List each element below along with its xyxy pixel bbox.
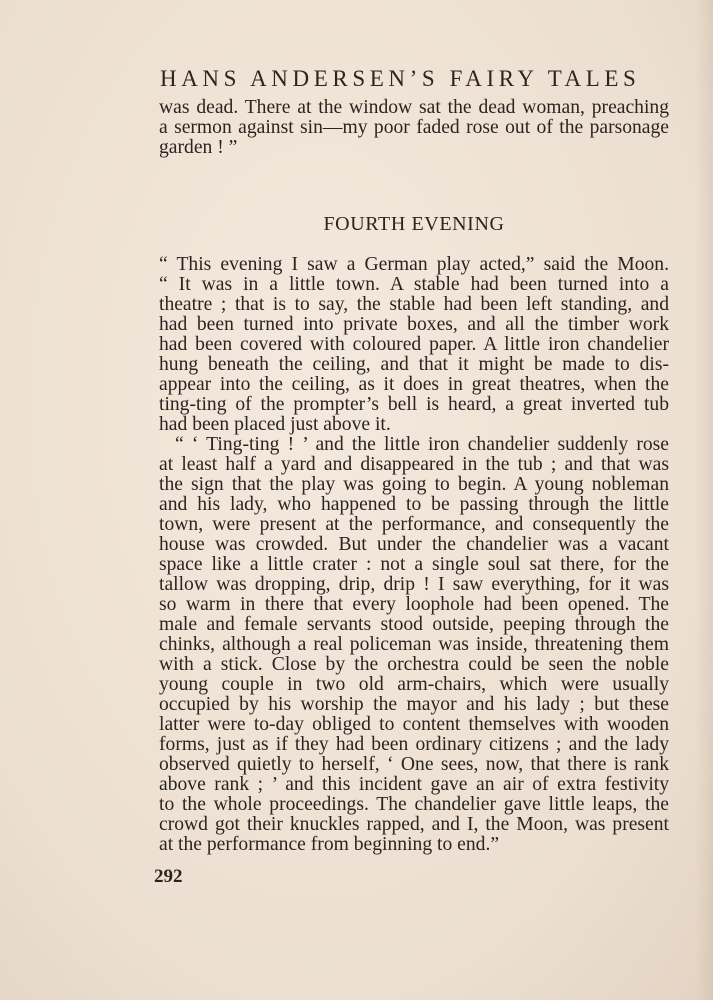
text-line: garden ! ”: [159, 137, 238, 158]
section-heading: FOURTH EVENING: [323, 213, 505, 235]
text-line: young couple in two old arm-chairs, which were usually: [159, 674, 669, 695]
text-line: the sign that the play was going to begin. A young nobleman: [159, 474, 669, 495]
text-line: space like a little crater : not a single soul sat there, for the: [159, 554, 669, 575]
text-line: house was crowded. But under the chandelier was a vacant: [159, 534, 669, 555]
text-line: occupied by his worship the mayor and his lady ; but these: [159, 694, 669, 715]
text-line: above rank ; ’ and this incident gave an air of extra festivity: [159, 774, 669, 795]
text-line: had been turned into private boxes, and all the timber work: [159, 314, 669, 335]
paragraph-1: [159, 255, 669, 435]
text-line: with a stick. Close by the orchestra could be seen the noble: [159, 654, 669, 675]
text-line: at the performance from beginning to end.”: [159, 834, 500, 855]
text-line: crowd got their knuckles rapped, and I, the Moon, was present: [159, 814, 669, 835]
page-edge-shadow: [695, 0, 713, 1000]
text-line: ting-ting of the prompter’s bell is heard, a great inverted tub: [159, 394, 669, 415]
text-line: observed quietly to herself, ‘ One sees, now, that there is rank: [159, 754, 669, 775]
text-line: had been placed just above it.: [159, 414, 391, 435]
text-line: tallow was dropping, drip, drip ! I saw everything, for it was: [159, 574, 669, 595]
text-line: appear into the ceiling, as it does in great theatres, when the: [159, 374, 669, 395]
running-head: HANS ANDERSEN’S FAIRY TALES: [160, 66, 641, 91]
paragraph-2: [159, 435, 669, 855]
text-line: male and female servants stood outside, peeping through the: [159, 614, 669, 635]
text-line: hung beneath the ceiling, and that it might be made to dis-: [159, 354, 669, 375]
text-line: theatre ; that is to say, the stable had been left standing, and: [159, 294, 669, 315]
text-line: to the whole proceedings. The chandelier gave little leaps, the: [159, 794, 669, 815]
text-line: “ ‘ Ting-ting ! ’ and the little iron chandelier suddenly rose: [175, 434, 669, 455]
body-text: [159, 255, 669, 855]
text-line: a sermon against sin—my poor faded rose out of the parsonage: [159, 117, 669, 138]
text-line: “ This evening I saw a German play acted,” said the Moon.: [159, 254, 669, 275]
page-number: 292: [154, 866, 183, 887]
continuation-paragraph: [159, 98, 669, 158]
text-line: chinks, although a real policeman was inside, threatening them: [159, 634, 669, 655]
text-line: and his lady, who happened to be passing through the little: [159, 494, 669, 515]
text-line: “ It was in a little town. A stable had been turned into a: [159, 274, 669, 295]
text-line: latter were to-day obliged to content themselves with wooden: [159, 714, 669, 735]
text-line: so warm in there that every loophole had been opened. The: [159, 594, 669, 615]
text-line: had been covered with coloured paper. A little iron chandelier: [159, 334, 669, 355]
text-line: was dead. There at the window sat the dead woman, preaching: [159, 97, 669, 118]
text-line: at least half a yard and disappeared in the tub ; and that was: [159, 454, 669, 475]
text-line: town, were present at the performance, and consequently the: [159, 514, 669, 535]
text-line: forms, just as if they had been ordinary citizens ; and the lady: [159, 734, 669, 755]
